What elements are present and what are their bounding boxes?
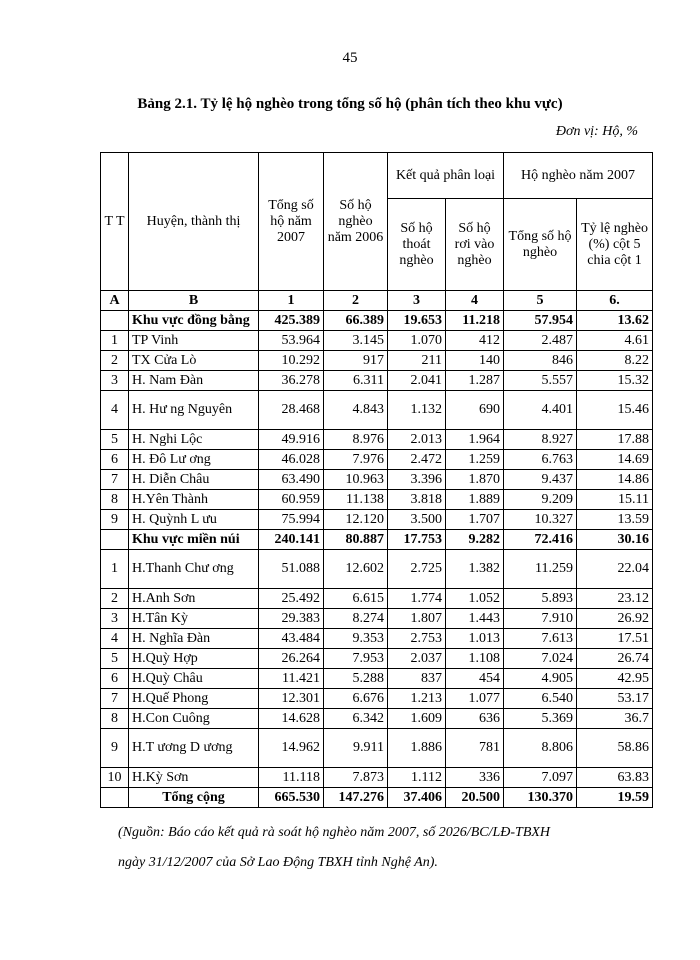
cell-poor-2006: 7.976 [324,450,388,470]
cell-poor-2006: 8.976 [324,430,388,450]
cell-rate: 19.59 [577,788,653,808]
table-row [101,450,653,470]
cell-poor-2006: 147.276 [324,788,388,808]
cell-escaped: 2.013 [388,430,446,450]
header-poor-2007: Hộ nghèo năm 2007 [504,153,653,199]
cell-district: TP Vinh [129,331,259,351]
cell-total-2007: 43.484 [259,629,324,649]
poverty-table [100,152,653,808]
cell-district: H. Hư ng Nguyên [129,391,259,430]
cell-fell-in: 1.870 [446,470,504,490]
header-rate: Tỷ lệ nghèo (%) cột 5 chia cột 1 [577,199,653,291]
table-row [101,470,653,490]
column-letter: 2 [324,291,388,311]
cell-fell-in: 1.259 [446,450,504,470]
table-row [101,729,653,768]
cell-fell-in: 1.108 [446,649,504,669]
unit-label: Đơn vị: Hộ, % [555,124,638,139]
cell-rate: 8.22 [577,351,653,371]
cell-total-poor: 11.259 [504,550,577,589]
cell-fell-in: 11.218 [446,311,504,331]
cell-rate: 26.74 [577,649,653,669]
cell-poor-2006: 6.342 [324,709,388,729]
table-row [101,709,653,729]
source-line-1: (Nguồn: Báo cáo kết quả rà soát hộ nghèo năm 2007, số 2026/BC/LĐ-TBXH [118,825,551,840]
cell-poor-2006: 10.963 [324,470,388,490]
cell-tt: 9 [101,729,129,768]
header-fell-in: Số hộ rơi vào nghèo [446,199,504,291]
page-number: 45 [342,50,358,66]
cell-tt: 4 [101,629,129,649]
cell-district: H.Quế Phong [129,689,259,709]
cell-poor-2006: 12.602 [324,550,388,589]
cell-total-poor: 8.927 [504,430,577,450]
cell-total-poor: 5.557 [504,371,577,391]
cell-total-2007: 12.301 [259,689,324,709]
cell-district: H.Kỳ Sơn [129,768,259,788]
cell-total-poor: 57.954 [504,311,577,331]
table-row [101,550,653,589]
cell-total-2007: 29.383 [259,609,324,629]
cell-rate: 22.04 [577,550,653,589]
cell-rate: 15.11 [577,490,653,510]
cell-rate: 58.86 [577,729,653,768]
cell-total-2007: 36.278 [259,371,324,391]
cell-rate: 30.16 [577,530,653,550]
cell-total-poor: 9.209 [504,490,577,510]
cell-poor-2006: 6.615 [324,589,388,609]
cell-poor-2006: 6.311 [324,371,388,391]
cell-total-2007: 28.468 [259,391,324,430]
cell-fell-in: 412 [446,331,504,351]
cell-district: H. Diễn Châu [129,470,259,490]
cell-total-poor: 8.806 [504,729,577,768]
cell-district: H.Con Cuông [129,709,259,729]
cell-total-poor: 7.613 [504,629,577,649]
cell-escaped: 1.112 [388,768,446,788]
cell-poor-2006: 4.843 [324,391,388,430]
cell-tt: 8 [101,490,129,510]
cell-total-2007: 75.994 [259,510,324,530]
column-letter: 6. [577,291,653,311]
cell-rate: 4.61 [577,331,653,351]
table-row [101,391,653,430]
cell-poor-2006: 5.288 [324,669,388,689]
cell-rate: 53.17 [577,689,653,709]
column-letter: B [129,291,259,311]
cell-total-2007: 51.088 [259,550,324,589]
column-letter: A [101,291,129,311]
cell-poor-2006: 6.676 [324,689,388,709]
cell-rate: 14.69 [577,450,653,470]
cell-district: Khu vực miền núi [129,530,259,550]
table-title: Bảng 2.1. Tỷ lệ hộ nghèo trong tổng số hộ (phân tích theo khu vực) [137,96,563,112]
table-row [101,510,653,530]
cell-total-2007: 26.264 [259,649,324,669]
cell-tt: 3 [101,371,129,391]
table-row [101,609,653,629]
cell-total-2007: 49.916 [259,430,324,450]
cell-fell-in: 1.707 [446,510,504,530]
cell-rate: 63.83 [577,768,653,788]
cell-total-poor: 4.401 [504,391,577,430]
cell-total-2007: 665.530 [259,788,324,808]
cell-total-poor: 72.416 [504,530,577,550]
cell-total-poor: 7.910 [504,609,577,629]
cell-total-2007: 53.964 [259,331,324,351]
cell-total-2007: 63.490 [259,470,324,490]
cell-total-poor: 7.097 [504,768,577,788]
cell-rate: 42.95 [577,669,653,689]
cell-fell-in: 690 [446,391,504,430]
cell-poor-2006: 9.353 [324,629,388,649]
cell-poor-2006: 8.274 [324,609,388,629]
cell-district: H.Anh Sơn [129,589,259,609]
cell-total-poor: 9.437 [504,470,577,490]
table-row [101,669,653,689]
cell-total-poor: 846 [504,351,577,371]
cell-escaped: 2.753 [388,629,446,649]
cell-total-poor: 6.540 [504,689,577,709]
cell-fell-in: 140 [446,351,504,371]
cell-tt [101,788,129,808]
cell-escaped: 2.037 [388,649,446,669]
column-letter: 4 [446,291,504,311]
cell-rate: 36.7 [577,709,653,729]
cell-tt: 3 [101,609,129,629]
cell-fell-in: 1.889 [446,490,504,510]
cell-rate: 17.51 [577,629,653,649]
cell-district: H.Tân Kỳ [129,609,259,629]
cell-fell-in: 1.077 [446,689,504,709]
cell-escaped: 2.041 [388,371,446,391]
cell-tt: 5 [101,430,129,450]
cell-tt: 8 [101,709,129,729]
cell-district: H. Nam Đàn [129,371,259,391]
cell-total-2007: 14.628 [259,709,324,729]
cell-fell-in: 20.500 [446,788,504,808]
cell-tt: 2 [101,351,129,371]
column-letter: 1 [259,291,324,311]
cell-poor-2006: 11.138 [324,490,388,510]
cell-escaped: 3.818 [388,490,446,510]
cell-tt: 5 [101,649,129,669]
header-escaped: Số hộ thoát nghèo [388,199,446,291]
cell-district: H. Nghi Lộc [129,430,259,450]
cell-total-2007: 11.421 [259,669,324,689]
table-row [101,768,653,788]
cell-rate: 13.59 [577,510,653,530]
cell-poor-2006: 80.887 [324,530,388,550]
cell-tt: 7 [101,689,129,709]
cell-escaped: 1.132 [388,391,446,430]
cell-total-poor: 10.327 [504,510,577,530]
cell-escaped: 1.213 [388,689,446,709]
cell-poor-2006: 7.873 [324,768,388,788]
cell-escaped: 1.807 [388,609,446,629]
table-row [101,649,653,669]
cell-rate: 17.88 [577,430,653,450]
cell-fell-in: 781 [446,729,504,768]
cell-total-2007: 46.028 [259,450,324,470]
cell-rate: 15.46 [577,391,653,430]
cell-district: H. Đô Lư ơng [129,450,259,470]
table-body [101,311,653,808]
cell-total-poor: 130.370 [504,788,577,808]
cell-fell-in: 9.282 [446,530,504,550]
table-summary-row [101,788,653,808]
cell-total-2007: 60.959 [259,490,324,510]
cell-fell-in: 636 [446,709,504,729]
cell-total-2007: 11.118 [259,768,324,788]
cell-district: H.Yên Thành [129,490,259,510]
source-note [118,818,658,878]
cell-fell-in: 1.964 [446,430,504,450]
cell-district: H.Thanh Chư ơng [129,550,259,589]
cell-escaped: 211 [388,351,446,371]
table-row [101,490,653,510]
cell-fell-in: 1.013 [446,629,504,649]
cell-poor-2006: 7.953 [324,649,388,669]
column-letter: 5 [504,291,577,311]
header-total-poor: Tổng số hộ nghèo [504,199,577,291]
column-letter-row [101,291,653,311]
cell-district: H. Nghĩa Đàn [129,629,259,649]
cell-escaped: 2.472 [388,450,446,470]
cell-tt [101,530,129,550]
cell-district: H.Quỳ Châu [129,669,259,689]
cell-total-poor: 4.905 [504,669,577,689]
cell-rate: 23.12 [577,589,653,609]
cell-tt: 9 [101,510,129,530]
cell-tt: 7 [101,470,129,490]
header-tt: T T [101,153,129,291]
cell-tt: 1 [101,331,129,351]
cell-total-poor: 5.369 [504,709,577,729]
cell-poor-2006: 9.911 [324,729,388,768]
cell-tt [101,311,129,331]
cell-escaped: 3.500 [388,510,446,530]
table-row [101,331,653,351]
cell-total-2007: 240.141 [259,530,324,550]
cell-escaped: 1.886 [388,729,446,768]
table-row [101,430,653,450]
cell-escaped: 1.774 [388,589,446,609]
cell-rate: 14.86 [577,470,653,490]
cell-escaped: 837 [388,669,446,689]
cell-tt: 1 [101,550,129,589]
cell-tt: 6 [101,450,129,470]
table-row [101,629,653,649]
header-district: Huyện, thành thị [129,153,259,291]
cell-poor-2006: 3.145 [324,331,388,351]
header-poor-2006: Số hộ nghèo năm 2006 [324,153,388,291]
cell-total-poor: 6.763 [504,450,577,470]
cell-tt: 2 [101,589,129,609]
cell-poor-2006: 917 [324,351,388,371]
cell-total-2007: 25.492 [259,589,324,609]
cell-district: Khu vực đồng bằng [129,311,259,331]
cell-poor-2006: 12.120 [324,510,388,530]
cell-rate: 13.62 [577,311,653,331]
source-line-2: ngày 31/12/2007 của Sở Lao Động TBXH tỉnh Nghệ An). [118,855,438,870]
cell-fell-in: 1.382 [446,550,504,589]
cell-total-poor: 5.893 [504,589,577,609]
header-classification: Kết quả phân loại [388,153,504,199]
table-summary-row [101,530,653,550]
cell-escaped: 1.609 [388,709,446,729]
cell-escaped: 3.396 [388,470,446,490]
cell-fell-in: 1.443 [446,609,504,629]
cell-tt: 4 [101,391,129,430]
table-summary-row [101,311,653,331]
cell-total-poor: 7.024 [504,649,577,669]
cell-fell-in: 336 [446,768,504,788]
cell-total-poor: 2.487 [504,331,577,351]
cell-total-2007: 425.389 [259,311,324,331]
column-letter: 3 [388,291,446,311]
cell-escaped: 2.725 [388,550,446,589]
cell-total-2007: 10.292 [259,351,324,371]
cell-escaped: 37.406 [388,788,446,808]
cell-fell-in: 1.287 [446,371,504,391]
cell-district: Tổng cộng [129,788,259,808]
table-row [101,371,653,391]
cell-rate: 15.32 [577,371,653,391]
cell-district: H.T ương D ương [129,729,259,768]
table-row [101,351,653,371]
cell-tt: 6 [101,669,129,689]
header-total-2007: Tổng số hộ năm 2007 [259,153,324,291]
cell-tt: 10 [101,768,129,788]
cell-rate: 26.92 [577,609,653,629]
cell-fell-in: 1.052 [446,589,504,609]
cell-escaped: 17.753 [388,530,446,550]
cell-district: TX Cửa Lò [129,351,259,371]
table-row [101,689,653,709]
cell-escaped: 1.070 [388,331,446,351]
cell-district: H.Quỳ Hợp [129,649,259,669]
cell-poor-2006: 66.389 [324,311,388,331]
cell-escaped: 19.653 [388,311,446,331]
cell-district: H. Quỳnh L ưu [129,510,259,530]
cell-fell-in: 454 [446,669,504,689]
cell-total-2007: 14.962 [259,729,324,768]
table-row [101,589,653,609]
